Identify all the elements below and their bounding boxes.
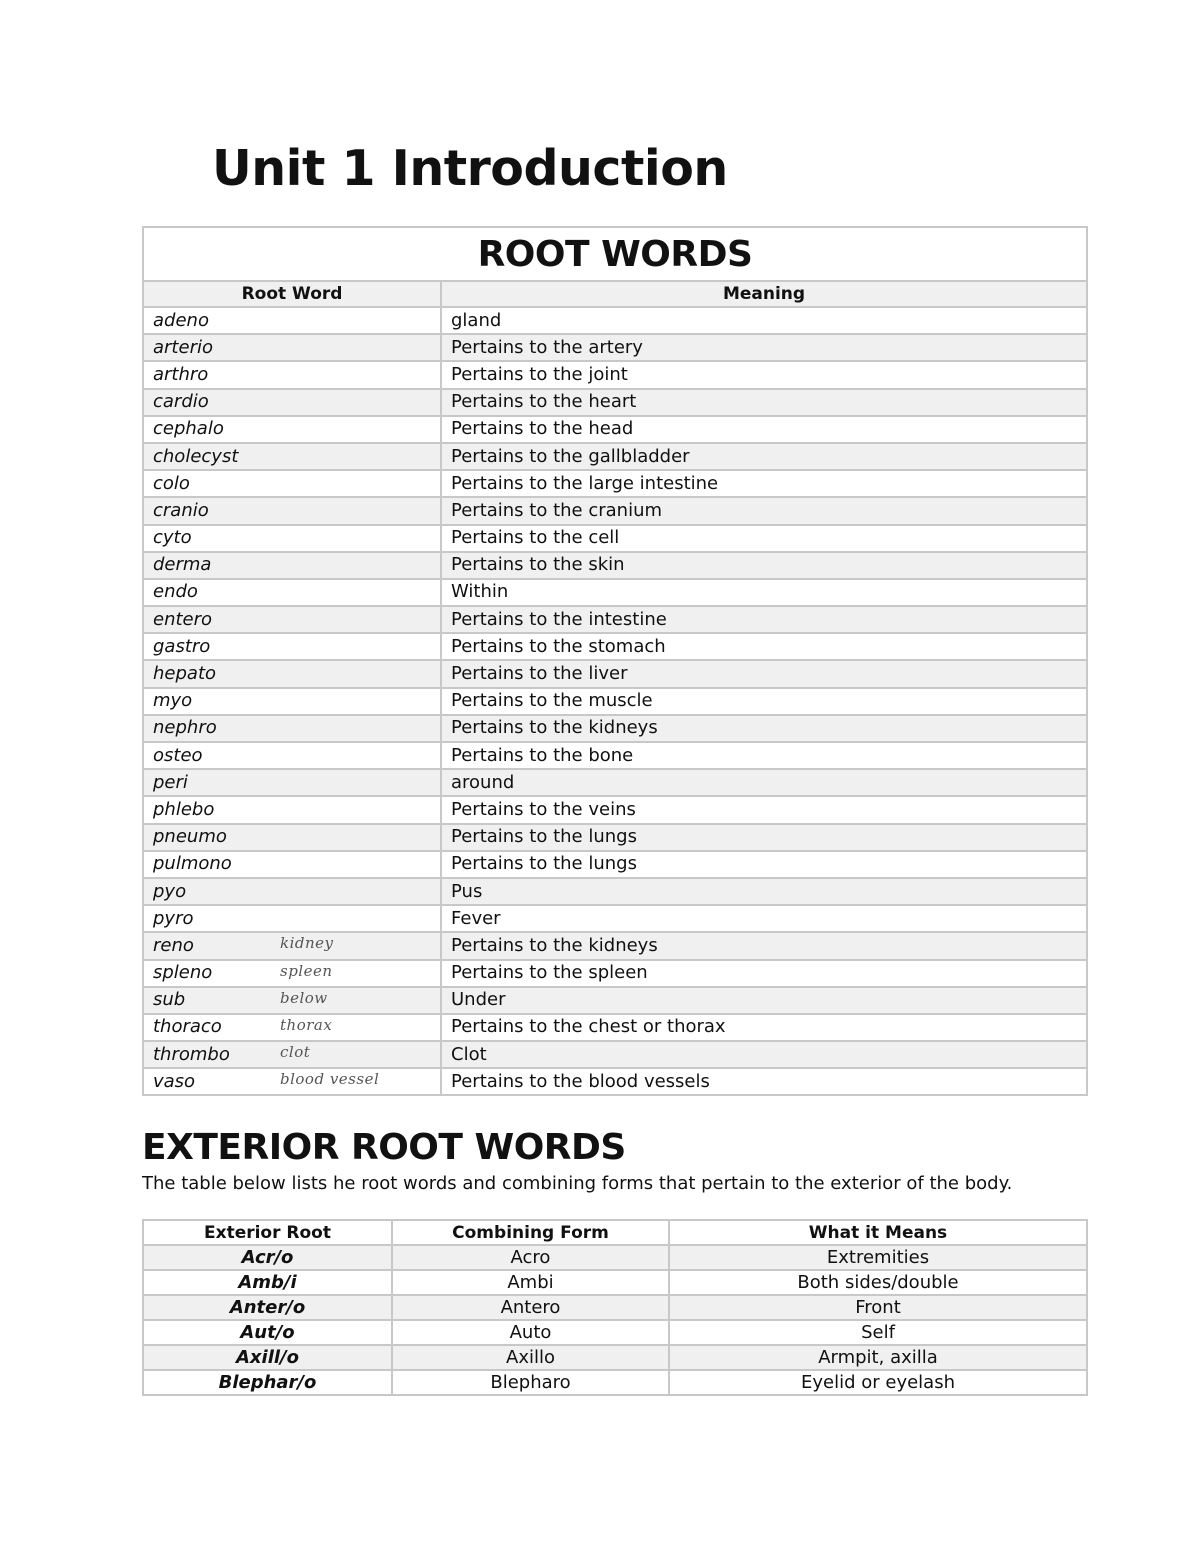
meaning-cell: Pertains to the head <box>441 416 1087 443</box>
table-row <box>143 497 1087 524</box>
meaning-cell: Eyelid or eyelash <box>669 1370 1087 1395</box>
root-word: cyto <box>153 527 192 549</box>
column-header-what-it-means: What it Means <box>669 1220 1087 1245</box>
table-row <box>143 1068 1087 1095</box>
page-title: Unit 1 Introduction <box>212 140 728 197</box>
root-word: derma <box>153 554 212 576</box>
table-row <box>143 905 1087 932</box>
root-words-heading: ROOT WORDS <box>143 227 1087 281</box>
table-row <box>143 606 1087 633</box>
root-word: osteo <box>153 744 203 766</box>
root-word-cell <box>143 987 441 1014</box>
column-header-combining-form: Combining Form <box>392 1220 669 1245</box>
root-word-cell <box>143 824 441 851</box>
root-word: thoraco <box>153 1016 222 1038</box>
root-word-cell <box>143 660 441 687</box>
table-row <box>143 633 1087 660</box>
table-row <box>143 660 1087 687</box>
meaning-cell: Pertains to the kidneys <box>441 932 1087 959</box>
exterior-root-cell: Aut/o <box>143 1320 392 1345</box>
combining-form-cell: Acro <box>392 1245 669 1270</box>
root-word: thrombo <box>153 1043 230 1065</box>
root-word-cell <box>143 552 441 579</box>
exterior-description: The table below lists he root words and combining forms that pertain to the exterior of the body. <box>142 1173 1013 1194</box>
root-word: peri <box>153 771 188 793</box>
table-row <box>143 932 1087 959</box>
root-word-cell <box>143 688 441 715</box>
root-word: entero <box>153 608 213 630</box>
root-word: adeno <box>153 309 209 331</box>
root-word-cell <box>143 443 441 470</box>
table-row <box>143 1345 1087 1370</box>
root-word: pyo <box>153 880 187 902</box>
root-word: pulmono <box>153 853 232 875</box>
table-row <box>143 796 1087 823</box>
root-word-cell <box>143 497 441 524</box>
meaning-cell: Pertains to the gallbladder <box>441 443 1087 470</box>
meaning-cell: Pertains to the spleen <box>441 960 1087 987</box>
root-word-cell <box>143 1068 441 1095</box>
table-row <box>143 1270 1087 1295</box>
table-row <box>143 1370 1087 1395</box>
meaning-cell: around <box>441 769 1087 796</box>
meaning-cell: Pertains to the joint <box>441 361 1087 388</box>
root-word: myo <box>153 690 193 712</box>
handwritten-note: spleen <box>280 961 333 980</box>
root-word: pneumo <box>153 826 227 848</box>
root-word: colo <box>153 472 190 494</box>
root-word: phlebo <box>153 798 215 820</box>
root-word-cell <box>143 796 441 823</box>
meaning-cell: Pertains to the skin <box>441 552 1087 579</box>
meaning-cell: Self <box>669 1320 1087 1345</box>
root-word: hepato <box>153 663 217 685</box>
root-word: gastro <box>153 635 211 657</box>
meaning-cell: Pertains to the blood vessels <box>441 1068 1087 1095</box>
table-row <box>143 987 1087 1014</box>
root-word-cell <box>143 878 441 905</box>
column-header-root-word: Root Word <box>143 281 441 307</box>
table-row <box>143 389 1087 416</box>
root-word-cell <box>143 851 441 878</box>
handwritten-note: clot <box>280 1043 311 1062</box>
root-word-cell <box>143 361 441 388</box>
root-words-table <box>142 226 1088 1096</box>
root-word-cell <box>143 1041 441 1068</box>
exterior-root-cell: Acr/o <box>143 1245 392 1270</box>
root-word: cranio <box>153 499 209 521</box>
meaning-cell: Pertains to the lungs <box>441 824 1087 851</box>
root-word-cell <box>143 606 441 633</box>
root-word-cell <box>143 525 441 552</box>
exterior-root-table <box>142 1219 1088 1396</box>
root-word: cephalo <box>153 418 224 440</box>
meaning-cell: Both sides/double <box>669 1270 1087 1295</box>
table-row <box>143 525 1087 552</box>
root-word: cardio <box>153 391 209 413</box>
table-row <box>143 769 1087 796</box>
handwritten-note: below <box>280 988 328 1007</box>
exterior-root-cell: Anter/o <box>143 1295 392 1320</box>
meaning-cell: Front <box>669 1295 1087 1320</box>
meaning-cell: Pertains to the large intestine <box>441 470 1087 497</box>
exterior-root-cell: Axill/o <box>143 1345 392 1370</box>
table-row <box>143 1041 1087 1068</box>
table-row <box>143 688 1087 715</box>
root-word: arterio <box>153 336 213 358</box>
table-row <box>143 851 1087 878</box>
meaning-cell: gland <box>441 307 1087 334</box>
exterior-heading: EXTERIOR ROOT WORDS <box>142 1127 626 1168</box>
root-word-cell <box>143 715 441 742</box>
meaning-cell: Under <box>441 987 1087 1014</box>
meaning-cell: Pertains to the muscle <box>441 688 1087 715</box>
table-row <box>143 470 1087 497</box>
meaning-cell: Pertains to the veins <box>441 796 1087 823</box>
meaning-cell: Extremities <box>669 1245 1087 1270</box>
root-word-cell <box>143 742 441 769</box>
root-word: nephro <box>153 717 217 739</box>
handwritten-note: thorax <box>280 1015 333 1034</box>
column-header-meaning: Meaning <box>441 281 1087 307</box>
root-word: pyro <box>153 907 194 929</box>
root-word: cholecyst <box>153 445 239 467</box>
table-row <box>143 1014 1087 1041</box>
root-word-cell <box>143 579 441 606</box>
root-word-cell <box>143 633 441 660</box>
meaning-cell: Pertains to the lungs <box>441 851 1087 878</box>
root-word-cell <box>143 470 441 497</box>
root-word: reno <box>153 934 194 956</box>
root-word: vaso <box>153 1070 196 1092</box>
meaning-cell: Within <box>441 579 1087 606</box>
root-word: sub <box>153 989 186 1011</box>
meaning-cell: Pertains to the bone <box>441 742 1087 769</box>
meaning-cell: Pertains to the artery <box>441 334 1087 361</box>
meaning-cell: Pertains to the intestine <box>441 606 1087 633</box>
meaning-cell: Pertains to the cell <box>441 525 1087 552</box>
root-word-cell <box>143 960 441 987</box>
meaning-cell: Pertains to the cranium <box>441 497 1087 524</box>
root-word-cell <box>143 334 441 361</box>
root-word-cell <box>143 1014 441 1041</box>
combining-form-cell: Blepharo <box>392 1370 669 1395</box>
meaning-cell: Fever <box>441 905 1087 932</box>
column-header-exterior-root: Exterior Root <box>143 1220 392 1245</box>
table-row <box>143 334 1087 361</box>
meaning-cell: Pertains to the kidneys <box>441 715 1087 742</box>
meaning-cell: Pertains to the heart <box>441 389 1087 416</box>
exterior-root-cell: Blephar/o <box>143 1370 392 1395</box>
root-word: endo <box>153 581 198 603</box>
meaning-cell: Armpit, axilla <box>669 1345 1087 1370</box>
meaning-cell: Pertains to the chest or thorax <box>441 1014 1087 1041</box>
root-word-cell <box>143 389 441 416</box>
combining-form-cell: Antero <box>392 1295 669 1320</box>
root-word-cell <box>143 769 441 796</box>
table-row <box>143 361 1087 388</box>
table-row <box>143 824 1087 851</box>
table-row <box>143 742 1087 769</box>
root-word-cell <box>143 307 441 334</box>
handwritten-note: blood vessel <box>280 1070 380 1089</box>
table-row <box>143 579 1087 606</box>
exterior-root-body <box>143 1245 1087 1395</box>
handwritten-note: kidney <box>280 934 334 953</box>
table-row <box>143 416 1087 443</box>
table-row <box>143 960 1087 987</box>
table-row <box>143 1245 1087 1270</box>
table-row <box>143 552 1087 579</box>
combining-form-cell: Ambi <box>392 1270 669 1295</box>
root-words-body <box>143 307 1087 1095</box>
meaning-cell: Pertains to the stomach <box>441 633 1087 660</box>
root-word: arthro <box>153 363 209 385</box>
root-word: spleno <box>153 962 213 984</box>
exterior-root-cell: Amb/i <box>143 1270 392 1295</box>
table-row <box>143 443 1087 470</box>
meaning-cell: Pus <box>441 878 1087 905</box>
root-word-cell <box>143 416 441 443</box>
table-row <box>143 878 1087 905</box>
root-word-cell <box>143 932 441 959</box>
combining-form-cell: Axillo <box>392 1345 669 1370</box>
meaning-cell: Pertains to the liver <box>441 660 1087 687</box>
combining-form-cell: Auto <box>392 1320 669 1345</box>
meaning-cell: Clot <box>441 1041 1087 1068</box>
table-row <box>143 715 1087 742</box>
table-row <box>143 1320 1087 1345</box>
root-word-cell <box>143 905 441 932</box>
table-row <box>143 307 1087 334</box>
table-row <box>143 1295 1087 1320</box>
